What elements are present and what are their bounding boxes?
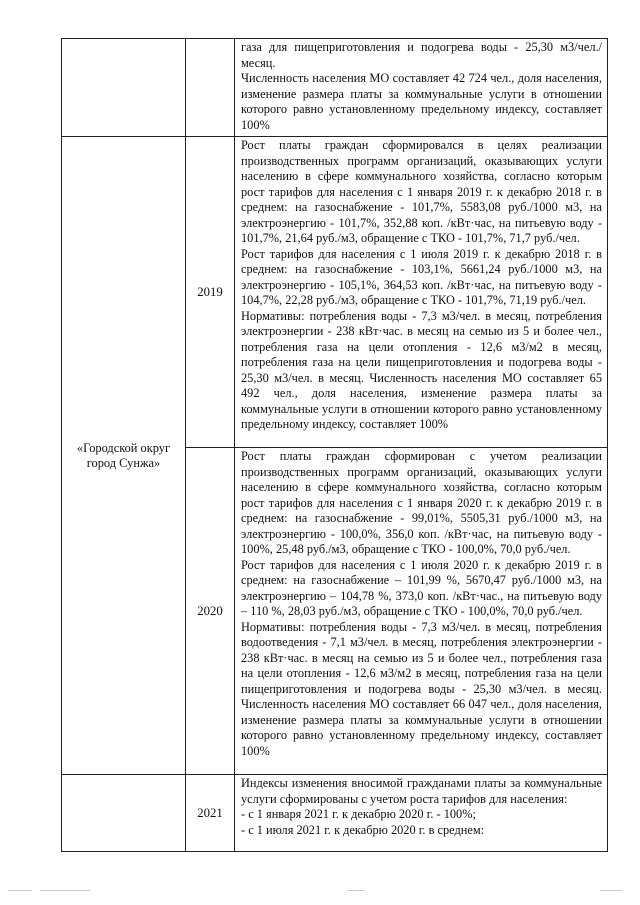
description-cell — [235, 39, 608, 137]
municipality-cell-empty — [62, 775, 186, 852]
description-cell — [235, 137, 608, 448]
scan-mark — [348, 890, 364, 891]
paragraph-indexes-2021: Индексы изменения вносимой гражданами платы за коммунальные услуги сформированы с учетом роста тарифов для населения: — [241, 776, 602, 806]
table-row-2021 — [62, 775, 608, 852]
municipality-cell — [62, 137, 186, 775]
year-cell — [186, 775, 235, 852]
paragraph-norms-2020: Нормативы: потребления воды - 7,3 м3/чел. в месяц, потребления водоотведения - 7,1 м3/чел. в месяц, потребления электроэнергии - 238 кВт·час. в месяц на семью из 5 и более чел., потребления газа на цели отопления - 12,6 м3/м2 в месяц, потребления газа на цели пищеприготовления и подогрева воды - 25,30 м3/чел. в месяц. Численность населения МО составляет 66 047 чел., доля населения, изменение размера платы за коммунальные услуги в отношении которого равно установленному предельному индексу, составляет 100% — [241, 619, 602, 758]
year-2021: 2021 — [197, 806, 223, 820]
year-cell — [186, 448, 235, 775]
table-row-continuation — [62, 39, 608, 137]
paragraph-norms-2019: Нормативы: потребления воды - 7,3 м3/чел. в месяц, потребления электроэнергии - 238 кВт·час. в месяц на семью из 5 и более чел., потребления газа на цели отопления - 12,6 м3/м2 в месяц, потребления газа на цели пищеприготовления и подогрева воды - 25,30 м3/чел. в месяц. Численность населения МО составляет 65 492 чел., доля населения, изменение размера платы за коммунальные услуги в отношении которого равно установленному предельному индексу, составляет 100% — [241, 308, 602, 431]
list-item-january-2021: - с 1 января 2021 г. к декабрю 2020 г. - 100%; — [241, 807, 476, 821]
paragraph-growth-2020: Рост платы граждан сформирован с учетом реализации производственных программ организаций, оказывающих услуги населению в сфере коммунального хозяйства, согласно которым рост тарифов для населения с 1 января 2020 г. к декабрю 2019 г. в среднем: на газоснабжение - 99,01%, 5505,31 руб./1000 м3, на электроэнергию - 100,0%, 356,0 коп. /кВт·час, на питьевую воду - 100%, 25,48 руб./м3, обращение с ТКО - 100,0%, 70,0 руб./чел. — [241, 449, 602, 556]
continuation-text: газа для пищеприготовления и подогрева воды - 25,30 м3/чел./месяц. — [241, 40, 602, 70]
municipality-name: «Городской округ город Сунжа» — [76, 440, 171, 470]
table-row-2019 — [62, 137, 608, 448]
tariff-table — [61, 38, 608, 852]
year-2019: 2019 — [197, 285, 223, 299]
list-item-july-2021: - с 1 июля 2021 г. к декабрю 2020 г. в среднем: — [241, 822, 485, 837]
municipality-cell-empty — [62, 39, 186, 137]
paragraph-growth-2019: Рост платы граждан сформировался в целях реализации производственных программ организаций, оказывающих услуги населению в сфере коммунального хозяйства, согласно которым рост тарифов для населения с 1 января 2019 г. к декабрю 2018 г. в среднем: на газоснабжение - 101,7%, 5583,08 руб./1000 м3, на электроэнергию - 101,7%, 352,88 коп. /кВт·час, на питьевую воду - 101,7%, 21,64 руб./м3, обращение с ТКО - 101,7%, 71,7 руб./чел. — [241, 138, 602, 245]
paragraph-july-2019: Рост тарифов для населения с 1 июля 2019 г. к декабрю 2018 г. в среднем: на газоснабжение - 103,1%, 5661,24 руб./1000 м3, на электроэнергию - 105,1%, 364,53 коп. /кВт·час, на питьевую воду - 104,7%, 22,28 руб./м3, обращение с ТКО - 101,7%, 71,19 руб./чел. — [241, 246, 602, 307]
year-cell — [186, 137, 235, 448]
year-2020: 2020 — [197, 604, 223, 618]
scan-mark — [600, 890, 622, 891]
scan-mark — [8, 890, 32, 891]
population-text: Численность населения МО составляет 42 724 чел., доля населения, изменение размера платы за коммунальные услуги в отношении которого равно установленному предельному индексу, составляет 100% — [241, 71, 602, 132]
scan-artifacts — [0, 886, 640, 896]
scan-mark — [40, 890, 90, 891]
paragraph-july-2020: Рост тарифов для населения с 1 июля 2020 г. к декабрю 2019 г. в среднем: на газоснабжение – 101,99 %, 5670,47 руб./1000 м3, на электроэнергию – 104,78 %, 373,0 коп. /кВт·час., на питьевую воду – 110 %, 28,03 руб./м3, обращение с ТКО - 100,0%, 70,0 руб./чел. — [241, 557, 602, 618]
description-cell — [235, 448, 608, 775]
year-cell-empty — [186, 39, 235, 137]
description-cell — [235, 775, 608, 852]
